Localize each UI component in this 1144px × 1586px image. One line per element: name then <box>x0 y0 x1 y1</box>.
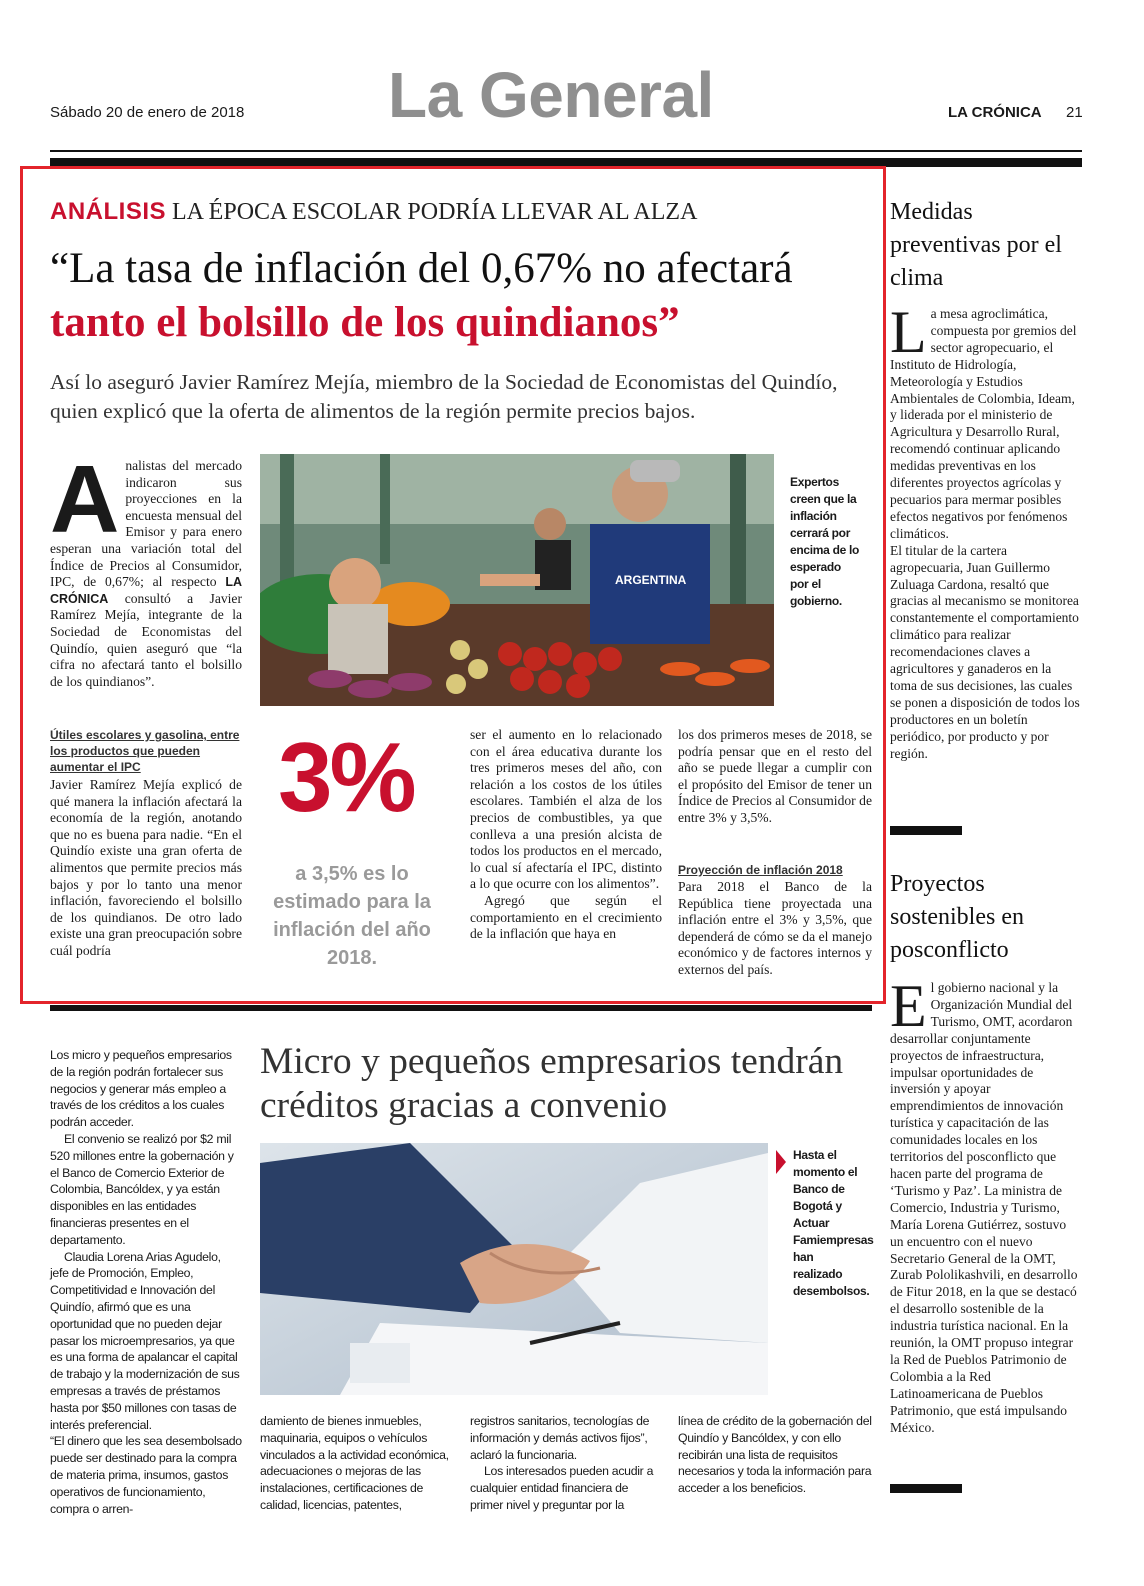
deck: Así lo aseguró Javier Ramírez Mejía, miembro de la Sociedad de Economistas del Quindío, quien explicó que la oferta de alimentos de la región permite precios bajos. <box>50 370 838 423</box>
section-title: La General <box>388 59 714 131</box>
newspaper-name: LA CRÓNICA <box>948 104 1042 121</box>
kicker-text: LA ÉPOCA ESCOLAR PODRÍA LLEVAR AL ALZA <box>172 199 698 225</box>
story2-column4: línea de crédito de la gobernación del Quindío y Bancóldex, y con ello recibirán una lista de requisitos necesarios y toda la información para acceder a los beneficios. <box>678 1414 872 1496</box>
photo-caption: Expertos creen que la inflación cerrará por encima de lo esperado por el gobierno. <box>790 475 860 608</box>
story2-photo-caption: Hasta el momento el Banco de Bogotá y Actuar Famiempresas han realizado desembolsos. <box>793 1148 874 1298</box>
market-photo <box>260 454 774 706</box>
sidebar-rule-2 <box>890 1484 962 1493</box>
issue-date: Sábado 20 de enero de 2018 <box>50 104 245 121</box>
kicker <box>50 198 697 226</box>
handshake-illustration <box>260 1143 768 1395</box>
jersey-text: ARGENTINA <box>615 573 687 587</box>
column1-text: Javier Ramírez Mejía explicó de qué manera la inflación afectará la economía de la región, anotando que no es buena para nadie. “En el Quindío existe una gran oferta de alimentos que permite precios más bajos y por lo tanto una menor inflación, favoreciendo el bolsillo de los quindianos. De otro lado existe una gran preocupación sobre cuál podría <box>50 777 242 958</box>
story2-column2: damiento de bienes inmuebles, maquinaria, equipos o vehículos vinculados a la actividad económica, adecuaciones o mejoras de las instalaciones, certificaciones de calidad, licencias, patentes, <box>260 1414 449 1512</box>
stat-figure: 3% <box>278 722 414 832</box>
headline-line1: “La tasa de inflación del 0,67% no afectará <box>50 245 793 292</box>
sidebar-story1-text: La mesa agroclimática, compuesta por gremios del sector agropecuario, el Instituto de Hidrología, Meteorología y Estudios Ambientales de Colombia, Ideam, y liderada por el ministerio de Agricultura y Desarrollo Rural, recomendó continuar aplicando medidas preventivas en los diferentes proyectos agrícolas y pecuarios para mermar posibles efectos negativos por fenómenos climáticos. El titular de la cartera agropecuaria, Juan Guillermo Zuluaga Cardona, resaltó que gracias al mecanismo se monitorea constantemente el comportamiento climático para realizar recomendaciones claves a agricultores y ganaderos en la toma de sus decisiones, las cuales se ponen a disposición de todos los productores en un boletín periódico, por producto y por región. <box>890 299 1080 761</box>
page-number: 21 <box>1066 104 1083 121</box>
stat-text: a 3,5% es lo estimado para la inflación del año 2018. <box>273 863 431 969</box>
headline-line2: tanto el bolsillo de los quindianos” <box>50 299 680 346</box>
sidebar-dropcap-e: E <box>890 973 927 1039</box>
handshake-photo <box>260 1143 768 1395</box>
subhead-utiles: Útiles escolares y gasolina, entre los productos que pueden aumentar el IPC <box>50 728 240 774</box>
dropcap: A <box>50 446 120 553</box>
story2-headline: Micro y pequeños empresarios tendrán créditos gracias a convenio <box>260 1041 844 1126</box>
column3-text: ser el aumento en lo relacionado con el área educativa durante los tres primeros meses del año, con relación a los costos de los útiles escolares. También el alza de los precios de combustibles, ya que conlleva a una presión alcista de todos los productos en el mercado, lo cual sí afectaría el IPC, distinto a lo que ocurre con los alimentos”. Agregó que según el comportamiento en el crecimiento de la inflación que haya en <box>470 727 662 942</box>
sidebar-story2-title: Proyectos sostenibles en posconflicto <box>890 871 1024 963</box>
column4-text2: Para 2018 el Banco de la República tiene proyectada una inflación entre el 3% y 3,5%, que dependerá de cómo se da el manejo económico y de factores internos y externos del país. <box>678 879 872 977</box>
market-scene-illustration <box>260 454 774 706</box>
caption-marker <box>776 1150 786 1174</box>
header-rule-thin <box>50 150 1082 152</box>
story2-column1: Los micro y pequeños empresarios de la región podrán fortalecer sus negocios y generar más empleo a través de los créditos a los cuales podrán acceder. El convenio se realizó por $2 mil 520 millones entre la gobernación y el Banco de Comercio Exterior de Colombia, Bancóldex, y ya están disponibles en las entidades financieras presentes en el departamento. Claudia Lorena Arias Agudelo, jefe de Promoción, Empleo, Competitividad e Innovación del Quindío, afirmó que es una oportunidad que no pueden dejar pasar los microempresarios, ya que es una forma de apalancar el capital de trabajo y la modernización de sus empresas a través de préstamos hasta por $50 millones con tasas de interés preferencial. “El dinero que les sea desembolsado puede ser destinado para la compra de materia prima, insumos, gastos operativos de funcionamiento, compra o arren- <box>50 1048 242 1516</box>
sidebar-dropcap-l: L <box>890 299 927 365</box>
sidebar-story2-text: El gobierno nacional y la Organización Mundial del Turismo, OMT, acordaron desarrollar conjuntamente proyectos de infraestructura, impulsar oportunidades de inversión y apoyar emprendimientos de innovación turística y capacitación de las comunidades locales en los territorios del posconflicto que hacen parte del programa de ‘Turismo y Paz’. La ministra de Comercio, Industria y Turismo, María Lorena Gutiérrez, sostuvo un encuentro con el nuevo Secretario General de la OMT, Zurab Pololikashvili, en desarrollo de Fitur 2018, en la que se destacó el desarrollo sostenible de la industria turística nacional. En la reunión, la OMT propuso integrar la Red de Pueblos Patrimonio de Colombia a la Red Latinoamericana de Pueblos Patrimonio, que está impulsando México. <box>890 973 1078 1435</box>
column4-text: los dos primeros meses de 2018, se podría pensar que en el resto del año se puede llegar a cumplir con el propósito del Emisor de tener un Índice de Precios al Consumidor de entre 3% y 3,5%. <box>678 727 872 825</box>
subhead-proyeccion: Proyección de inflación 2018 <box>678 863 843 877</box>
intro-paragraph: Analistas del mercado indicaron sus proyecciones en la encuesta mensual del Emisor y para enero esperan una variación total del Índice de Precios al Consumidor, IPC, de 0,67%; al respecto LA CRÓNICA consultó a Javier Ramírez Mejía, integrante de la Sociedad de Economistas del Quindío, quien aseguró que “la cifra no afectará tanto el bolsillo de los quindianos”. <box>50 446 242 689</box>
story2-column3: registros sanitarios, tecnologías de información y demás activos fijos”, aclaró la funcionaria. Los interesados pueden acudir a cualquier entidad financiera de primer nivel y preguntar por la <box>470 1414 654 1512</box>
sidebar-story1-title: Medidas preventivas por el clima <box>890 199 1062 291</box>
kicker-tag: ANÁLISIS <box>50 198 167 225</box>
sidebar-rule-1 <box>890 826 962 835</box>
story-divider <box>50 1005 872 1011</box>
